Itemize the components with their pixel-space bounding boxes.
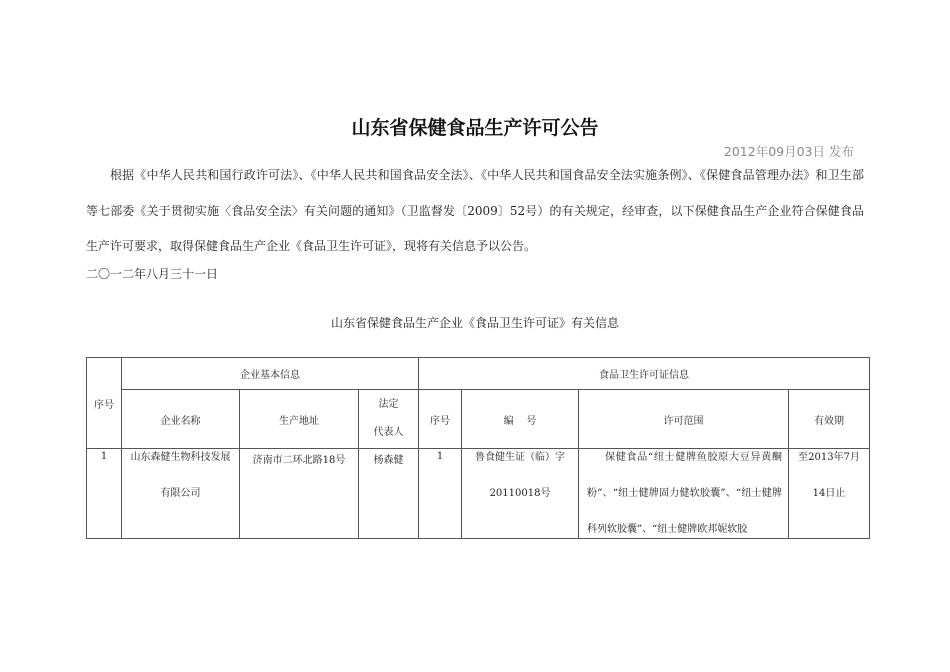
cell-company-name-text: 山东森健生物科技发展有限公司 xyxy=(130,452,231,499)
header-legal-rep xyxy=(359,390,419,449)
cell-validity-line1: 至2013年7月 xyxy=(798,452,860,463)
header-enterprise-info: 企业基本信息 xyxy=(122,358,419,390)
table-row xyxy=(87,449,870,539)
cell-validity-line2: 14日止 xyxy=(812,488,846,499)
header-seq: 序号 xyxy=(87,358,122,449)
cell-number xyxy=(462,449,579,539)
header-address: 生产地址 xyxy=(240,390,359,449)
table-title: 山东省保健食品生产企业《食品卫生许可证》有关信息 xyxy=(330,316,619,330)
cell-company-name xyxy=(122,449,240,539)
cell-validity xyxy=(789,449,870,539)
header-legal-rep-line1: 法定 xyxy=(378,399,399,410)
license-table xyxy=(86,357,870,539)
cell-seq: 1 xyxy=(87,449,122,539)
cell-address: 济南市二环北路18号 xyxy=(240,449,359,539)
header-validity: 有效期 xyxy=(789,390,870,449)
document-title: 山东省保健食品生产许可公告 xyxy=(351,117,599,139)
sign-date: 二〇一二年八月三十一日 xyxy=(86,267,219,281)
cell-license-seq: 1 xyxy=(419,449,462,539)
publish-date: 2012年09月03日 发布 xyxy=(723,144,854,159)
cell-number-line2: 20110018号 xyxy=(489,488,551,499)
header-license-seq: 序号 xyxy=(419,390,462,449)
header-scope: 许可范围 xyxy=(579,390,789,449)
announcement-body: 根据《中华人民共和国行政许可法》、《中华人民共和国食品安全法》、《中华人民共和国食品安全法实施条例》、《保健食品管理办法》和卫生部等七部委《关于贯彻实施〈食品安全法〉有关问题的通知》（卫监督发〔2009〕52号）的有关规定，经审查，以下保健食品生产企业符合保健食品生产许可要求，取得保健食品生产企业《食品卫生许可证》，现将有关信息予以公告。 xyxy=(86,168,864,253)
cell-legal-rep: 杨森健 xyxy=(359,449,419,539)
cell-scope-text: 保健食品“纽士健牌鱼胶原大豆异黄酮粉”、“纽士健牌固力健软胶囊”、“纽士健牌科列软胶囊”、“纽士健牌欧邦妮软胶 xyxy=(587,452,783,535)
cell-number-line1: 鲁食健生证（临）字 xyxy=(475,452,566,463)
header-legal-rep-line2: 代表人 xyxy=(373,427,404,438)
header-license-info: 食品卫生许可证信息 xyxy=(419,358,870,390)
cell-scope xyxy=(579,449,789,539)
header-company-name: 企业名称 xyxy=(122,390,240,449)
header-number: 编 号 xyxy=(462,390,579,449)
